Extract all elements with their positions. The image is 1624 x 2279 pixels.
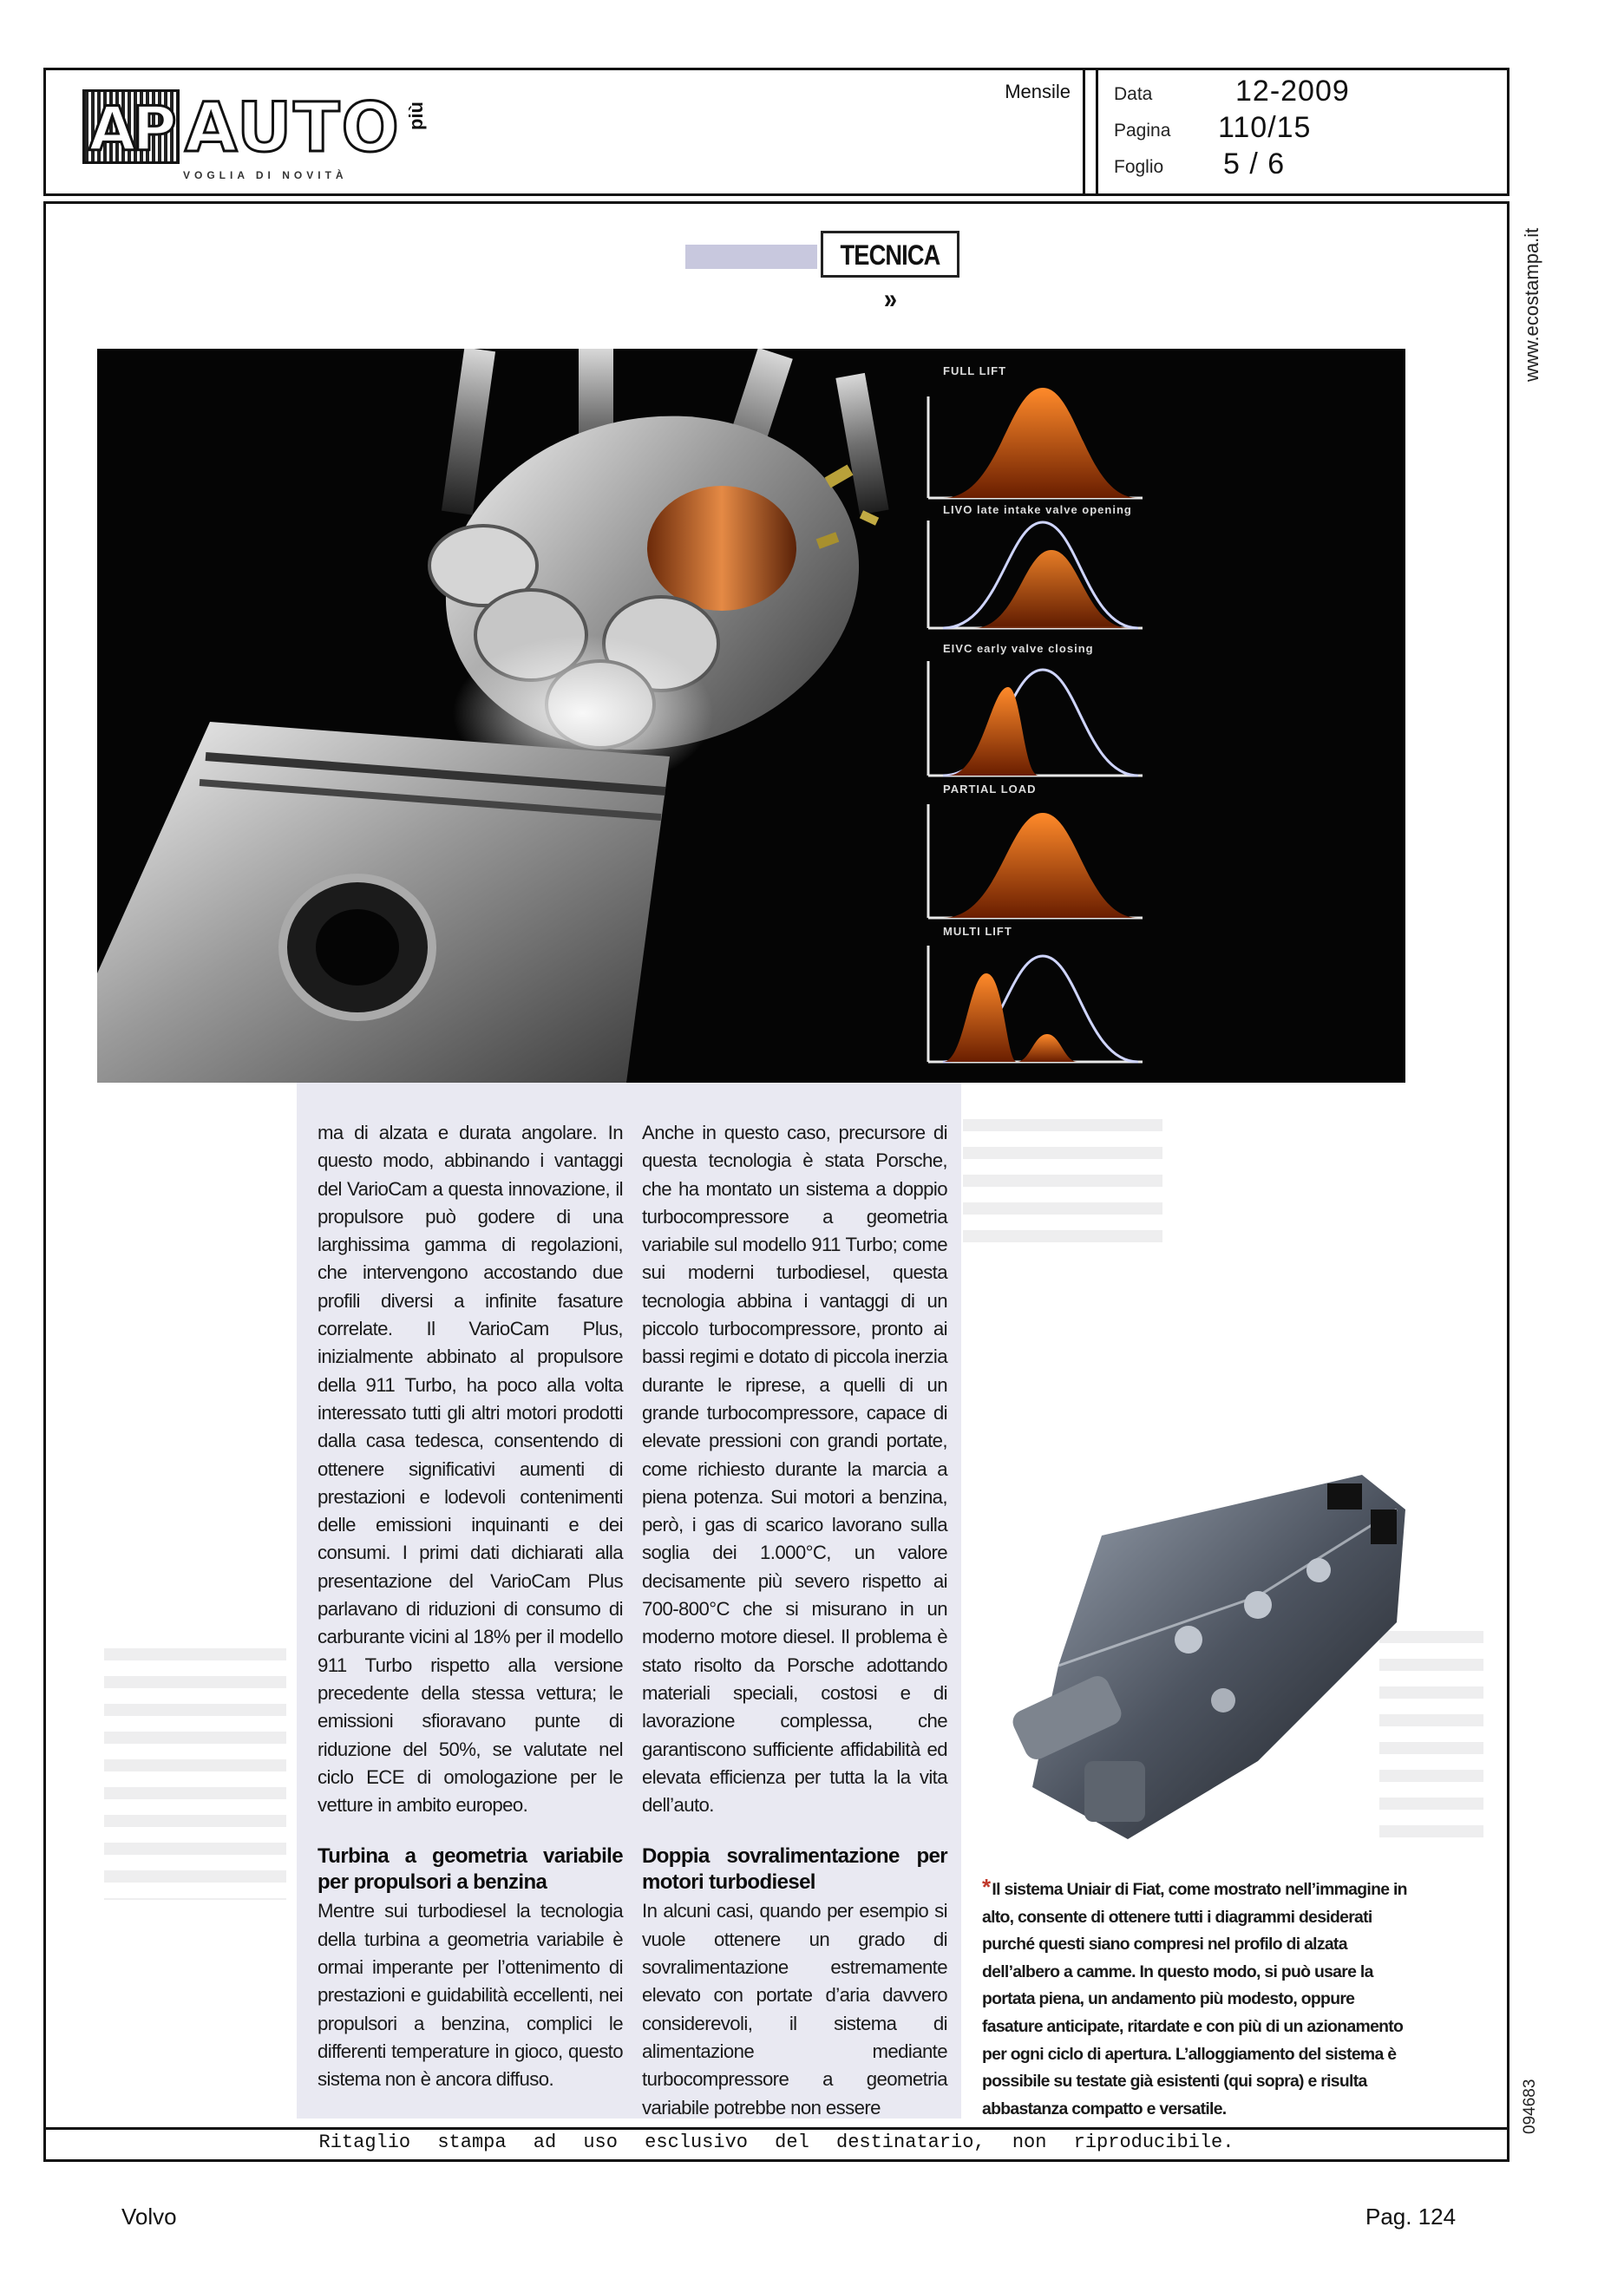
logo-tagline: VOGLIA DI NOVITÀ xyxy=(183,169,348,181)
side-url: www.ecostampa.it xyxy=(1521,227,1542,382)
footer-client: Volvo xyxy=(121,2204,177,2230)
lift-label-eivc: EIVC early valve closing xyxy=(943,642,1094,655)
engine-illustration xyxy=(998,1475,1405,1848)
lift-label-full: FULL LIFT xyxy=(943,364,1007,377)
article-column-right xyxy=(642,1119,947,2122)
photo-caption xyxy=(982,1874,1407,2123)
logo-ap-mark: AP xyxy=(82,89,180,164)
article-paragraph: In alcuni casi, quando per esempio si vuole ottenere un grado di sovralimentazione estremamente elevato con portate d’aria davvero considerevoli, il sistema di alimentazione mediante turbocompressore a geometria variabile potrebbe non essere xyxy=(642,1900,947,2119)
caption-text: Il sistema Uniair di Fiat, come mostrato nell’immagine in alto, consente di ottenere tutti i diagrammi desiderati purché questi siano compresi nel profilo di alzata dell’albero a camme. In questo modo, si può usare la portata piena, un andamento più modesto, oppure fasature anticipate, ritardate e con più di un azionamento per ogni ciclo di apertura. L’alloggiamento del sistema è possibile su testate già esistenti (qui sopra) e risulta abbastanza compatto e versatile. xyxy=(982,1880,1407,2119)
article-paragraph: Anche in questo caso, precursore di questa tecnologia è stata Porsche, che ha montato un sistema a doppio turbocompressore a geometria variabile sul modello 911 Turbo; come sui moderni turbodiesel, questa tecnologia abbina i vantaggi di un piccolo turbocompressore, pronto ai bassi regimi e dotato di piccola inerzia durante le riprese, a quelli di un grande turbocompressore, capace di elevate pressioni con grandi portate, come richiesto durante la marcia a piena potenza. Sui motori a benzina, però, i gas di scarico lavorano sulla soglia dei 1.000°C, un valore decisamente più severo rispetto ai 700-800°C che si misurano in un moderno motore diesel. Il problema è stato risolto da Porsche adottando materiali speciali, costosi e di lavorazione complessa, che garantiscono sufficiente affidabilità ed elevata efficienza per tutta la la vita dell’auto. xyxy=(642,1122,947,1817)
intake-pipe xyxy=(1084,1761,1145,1822)
valve-stem xyxy=(835,373,888,514)
engine-head-photo xyxy=(998,1475,1405,1848)
lift-label-livo: LIVO late intake valve opening xyxy=(943,503,1132,516)
side-code: 094683 xyxy=(1521,2079,1539,2134)
masthead xyxy=(46,70,1085,193)
engine-bolt xyxy=(1244,1591,1272,1619)
periodicity-label: Mensile xyxy=(1005,81,1071,102)
deco-fleck xyxy=(825,464,854,488)
lift-diagram-full-lift xyxy=(928,388,1143,498)
connector xyxy=(1327,1483,1362,1510)
meta-row-foglio xyxy=(1114,147,1496,181)
lift-diagram-multi-lift xyxy=(928,946,1143,1062)
logo-suffix: più xyxy=(405,102,427,130)
meta-row-data xyxy=(1114,74,1496,108)
lift-diagram-livo xyxy=(928,521,1143,628)
section-heading: Turbina a geometria variabile per propulsori a benzina xyxy=(318,1844,623,1895)
clipping-header xyxy=(43,68,1509,196)
valve-stem xyxy=(442,349,495,515)
bleed-through-text xyxy=(104,1648,286,1900)
section-tag-bar xyxy=(685,245,817,269)
article-column-left xyxy=(318,1119,623,2094)
section-tag: TECNICA » xyxy=(821,231,959,278)
meta-label: Data xyxy=(1114,84,1153,104)
bleed-through-text xyxy=(963,1119,1162,1249)
apauto-logo xyxy=(82,89,429,183)
piston-pin-hole-inner xyxy=(316,909,399,986)
engine-bolt xyxy=(1175,1626,1202,1654)
disclaimer-bar: Ritaglio stampa ad uso esclusivo del destinatario, non riproducibile. xyxy=(43,2127,1509,2162)
hero-illustration xyxy=(97,349,1405,1083)
copper-valve xyxy=(647,486,796,611)
engine-bolt xyxy=(1306,1558,1331,1582)
meta-box xyxy=(1096,70,1507,193)
meta-row-pagina xyxy=(1114,110,1496,145)
lift-diagram-partial-load xyxy=(928,804,1143,918)
meta-value: 12-2009 xyxy=(1235,75,1350,108)
article-paragraph: ma di alzata e durata angolare. In questo modo, abbinando i vantaggi del VarioCam a questa innovazione, il propulsore può godere di una larghissima gamma di regolazioni, che intervengono accostando due profili diversi a infinite fasature correlate. Il VarioCam Plus, inizialmente abbinato al propulsore della 911 Turbo, ha poco alla volta interessato tutti gli altri motori prodotti dalla casa tedesca, consentendo di ottenere significativi aumenti di prestazioni e lodevoli contenimenti delle emissioni inquinanti e dei consumi. I primi dati dichiarati alla presentazione del VarioCam Plus parlavano di riduzioni di consumo di carburante vicini al 18% per il modello 911 Turbo rispetto alla versione precedente della stessa vettura; le emissioni sfioravano punte di riduzione del 50%, se valutate nel ciclo ECE di omologazione per le vetture in ambito europeo. xyxy=(318,1122,623,1817)
meta-value: 5 / 6 xyxy=(1223,147,1286,180)
article-paragraph: Mentre sui turbodiesel la tecnologia della turbina a geometria variabile è ormai imperante per l’ottenimento di prestazioni e guidabilità eccellenti, nei propulsori a benzina, complici le differenti temperature in gioco, questo sistema non è ancora diffuso. xyxy=(318,1900,623,2091)
caption-star: * xyxy=(982,1874,991,1900)
engine-bolt xyxy=(1211,1688,1235,1713)
lift-diagram-eivc xyxy=(928,661,1143,776)
lift-label-multi: MULTI LIFT xyxy=(943,925,1012,938)
meta-value: 110/15 xyxy=(1218,111,1312,144)
logo-word: AUTO xyxy=(185,89,401,167)
connector xyxy=(1371,1510,1397,1544)
meta-label: Foglio xyxy=(1114,157,1164,177)
section-heading: Doppia sovralimentazione per motori turbodiesel xyxy=(642,1844,947,1895)
footer-page-number: Pag. 124 xyxy=(1365,2204,1457,2230)
lift-label-partial: PARTIAL LOAD xyxy=(943,783,1037,796)
meta-label: Pagina xyxy=(1114,121,1171,141)
hero-image-valve-lift xyxy=(97,349,1405,1083)
